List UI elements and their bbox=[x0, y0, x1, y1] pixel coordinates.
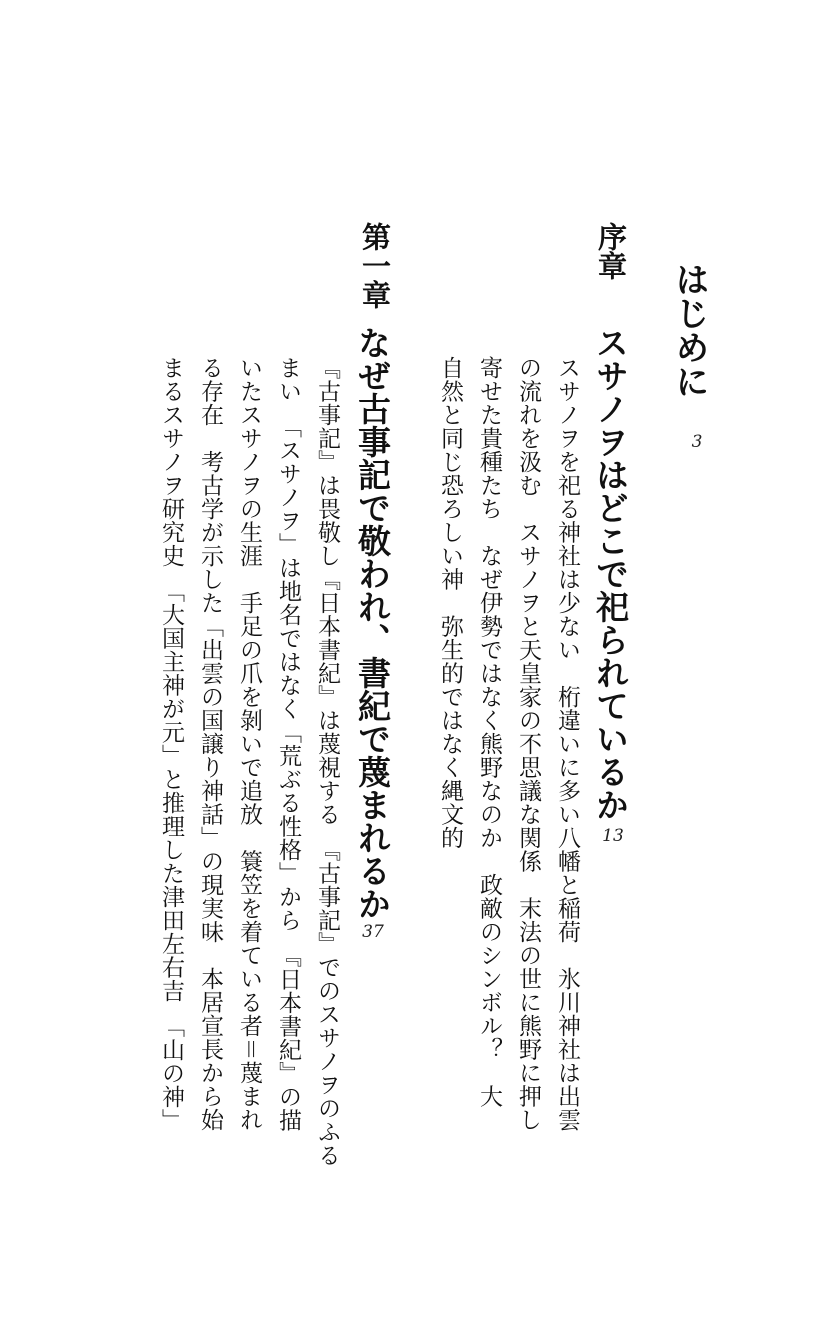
intro-page-number: 3 bbox=[691, 432, 703, 452]
chapter1-line-3: いたスサノヲの生涯 手足の爪を剝いで追放 簑笠を着ている者＝蔑まれ bbox=[236, 356, 262, 1132]
prologue-label: 序章 bbox=[594, 222, 628, 280]
prologue-line-1: スサノヲを祀る神社は少ない 桁違いに多い八幡と稲荷 氷川神社は出雲 bbox=[554, 356, 580, 1132]
chapter1-line-2: まい 「スサノヲ」は地名ではなく「荒ぶる性格」から 『日本書紀』の描 bbox=[275, 356, 301, 1132]
prologue-title: スサノヲはどこで祀られているか bbox=[591, 326, 630, 821]
prologue-line-2: の流れを汲む スサノヲと天皇家の不思議な関係 末法の世に熊野に押し bbox=[515, 356, 541, 1132]
prologue-page-number: 13 bbox=[602, 826, 624, 846]
prologue-line-4: 自然と同じ恐ろしい神 弥生的ではなく縄文的 bbox=[437, 356, 463, 850]
prologue-line-3: 寄せた貴種たち なぜ伊勢ではなく熊野なのか 政敵のシンボル？ 大 bbox=[476, 356, 502, 1108]
chapter1-label: 第一章 bbox=[358, 222, 392, 309]
chapter1-line-5: まるスサノヲ研究史 「大国主神が元」と推理した津田左右吉 「山の神」 bbox=[158, 356, 184, 1132]
chapter1-line-4: る存在 考古学が示した「出雲の国譲り神話」の現実味 本居宣長から始 bbox=[197, 356, 223, 1132]
intro-title: はじめに bbox=[669, 262, 709, 398]
chapter1-line-1: 『古事記』は畏敬し『日本書紀』は蔑視する 『古事記』でのスサノヲのふる bbox=[314, 356, 340, 1167]
chapter1-title: なぜ古事記で敬われ、書紀で蔑まれるか bbox=[353, 326, 392, 920]
chapter1-page-number: 37 bbox=[362, 922, 384, 942]
